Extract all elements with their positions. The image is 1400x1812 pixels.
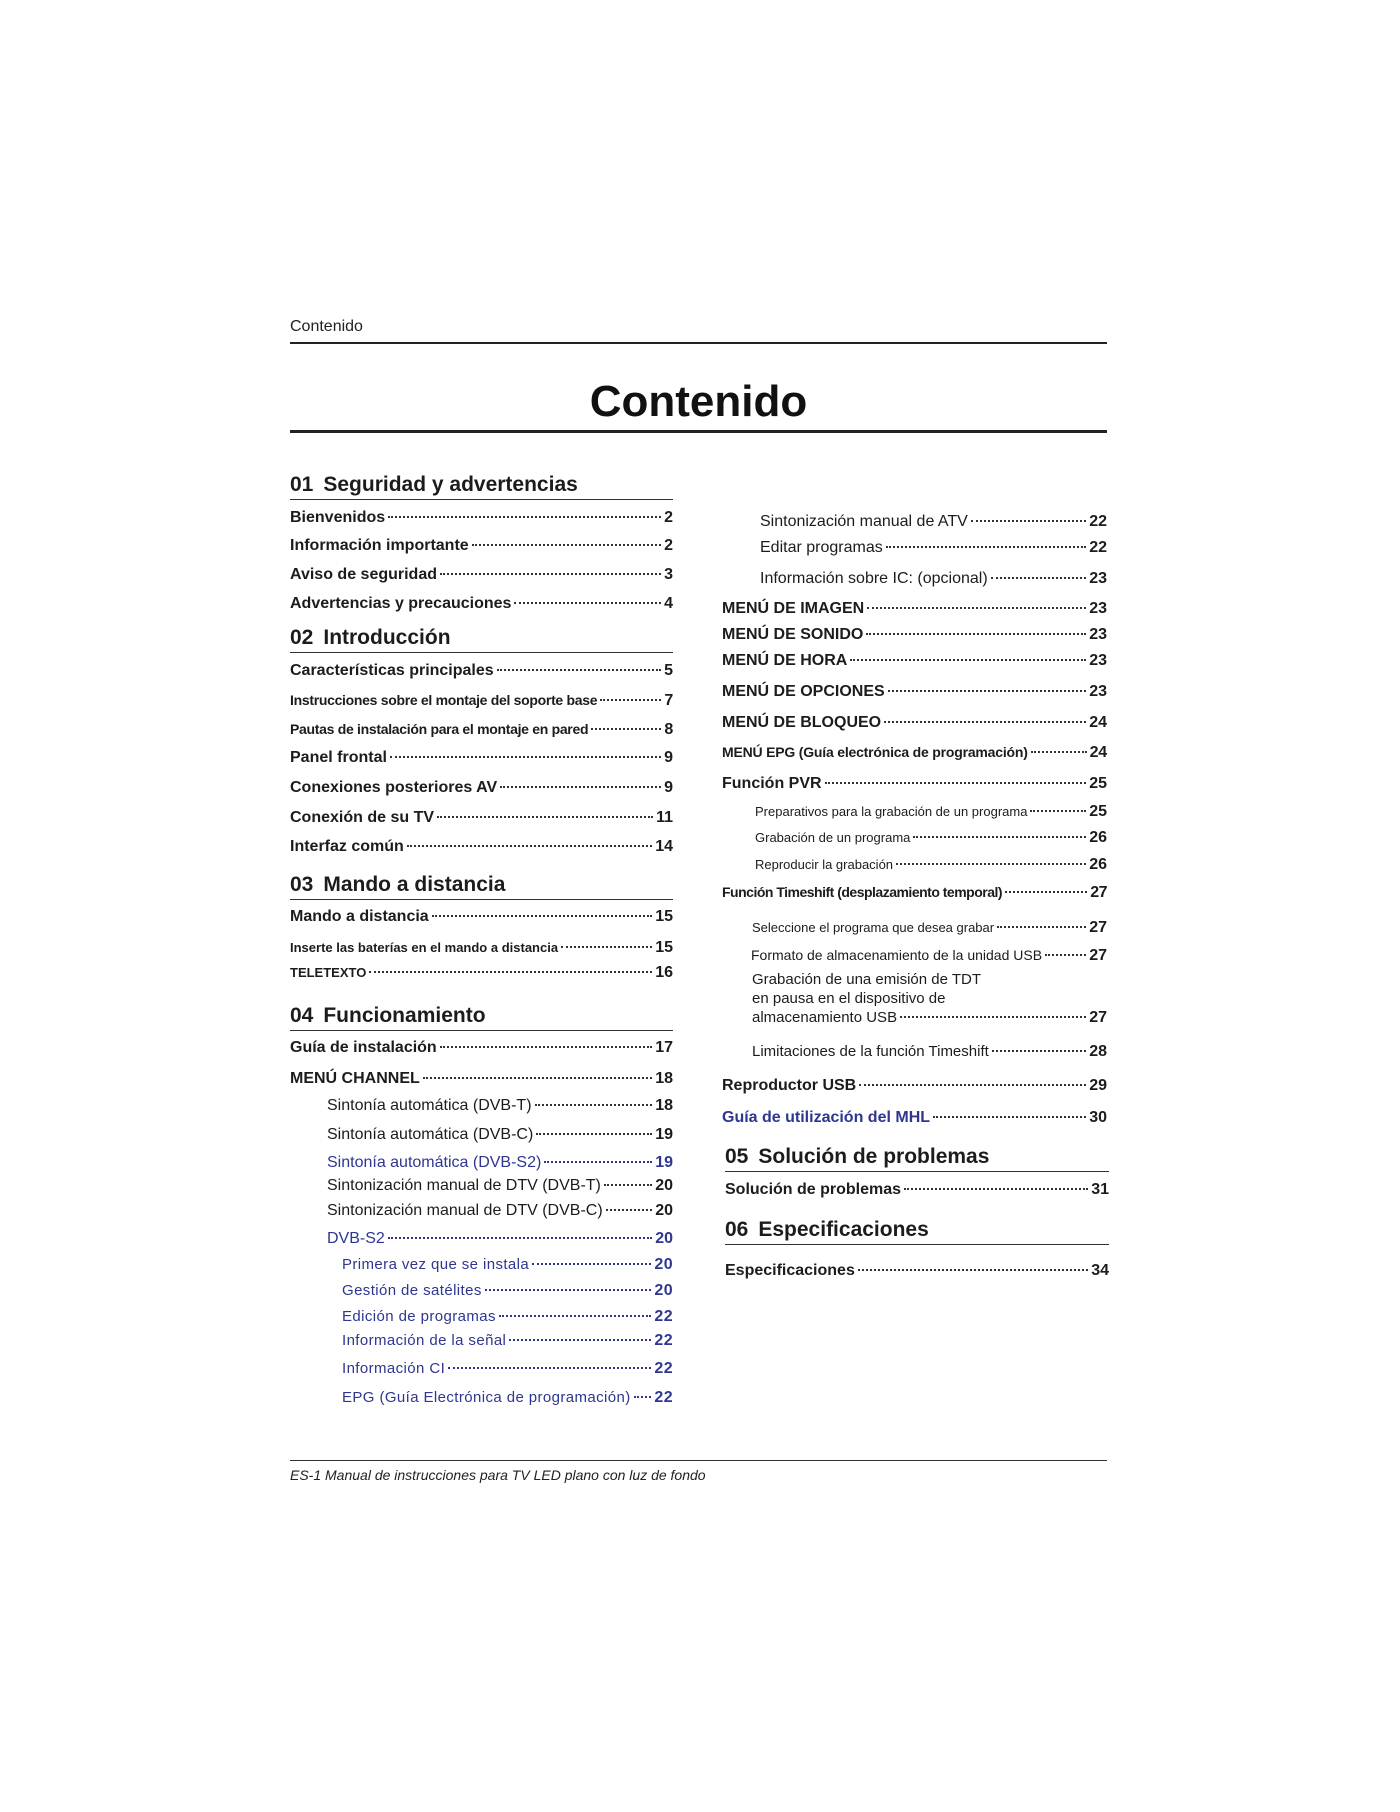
toc-entry-last-line: almacenamiento USB 27 [752, 1009, 1107, 1026]
toc-entry[interactable]: Edición de programas 22 [342, 1308, 673, 1325]
section-heading: 04 Funcionamiento [290, 1003, 673, 1031]
toc-entry[interactable]: Aviso de seguridad 3 [290, 566, 673, 583]
toc-entry-line: en pausa en el dispositivo de [752, 990, 946, 1007]
toc-entry[interactable]: Conexiones posteriores AV 9 [290, 779, 673, 796]
toc-entry[interactable]: Advertencias y precauciones 4 [290, 595, 673, 612]
page-title: Contenido [589, 377, 808, 426]
toc-entry[interactable]: Solución de problemas 31 [725, 1181, 1109, 1198]
toc-entry[interactable]: Sintonización manual de ATV 22 [760, 513, 1107, 530]
toc-entry[interactable]: Gestión de satélites 20 [342, 1282, 673, 1299]
toc-entry[interactable]: MENÚ DE BLOQUEO 24 [722, 714, 1107, 731]
toc-entry[interactable]: Mando a distancia 15 [290, 908, 673, 925]
toc-entry[interactable]: MENÚ DE SONIDO 23 [722, 626, 1107, 643]
toc-entry[interactable]: Función Timeshift (desplazamiento temporal) 27 [722, 884, 1107, 901]
toc-entry[interactable]: Especificaciones 34 [725, 1262, 1109, 1279]
toc-entry[interactable]: Panel frontal 9 [290, 749, 673, 766]
toc-entry[interactable]: Función PVR 25 [722, 775, 1107, 792]
toc-entry[interactable]: MENÚ CHANNEL 18 [290, 1070, 673, 1087]
section-heading: 03 Mando a distancia [290, 872, 673, 900]
toc-entry[interactable]: TELETEXTO 16 [290, 964, 673, 981]
toc-entry[interactable]: Primera vez que se instala 20 [342, 1256, 673, 1273]
toc-entry-multiline[interactable] [752, 970, 1107, 1028]
toc-entry[interactable]: Preparativos para la grabación de un programa 25 [755, 803, 1107, 820]
toc-entry[interactable]: Reproducir la grabación 26 [755, 856, 1107, 873]
toc-entry[interactable]: Sintonización manual de DTV (DVB-T) 20 [327, 1177, 673, 1194]
toc-entry[interactable]: Reproductor USB 29 [722, 1077, 1107, 1094]
section-heading: 02 Introducción [290, 625, 673, 653]
page-footer: ES-1 Manual de instrucciones para TV LED plano con luz de fondo [290, 1467, 706, 1483]
section-heading: 06 Especificaciones [725, 1217, 1109, 1245]
toc-entry[interactable]: Información CI 22 [342, 1360, 673, 1377]
toc-entry[interactable]: Formato de almacenamiento de la unidad USB 27 [751, 947, 1107, 964]
toc-entry[interactable]: MENÚ DE OPCIONES 23 [722, 683, 1107, 700]
toc-entry[interactable]: Sintonización manual de DTV (DVB-C) 20 [327, 1202, 673, 1219]
toc-entry[interactable]: Sintonía automática (DVB-C) 19 [327, 1126, 673, 1143]
toc-entry[interactable]: MENÚ EPG (Guía electrónica de programación) 24 [722, 744, 1107, 761]
title-rule [290, 430, 1107, 433]
running-header: Contenido [290, 318, 363, 335]
toc-entry[interactable]: EPG (Guía Electrónica de programación) 22 [342, 1389, 673, 1406]
toc-entry[interactable]: Información sobre IC: (opcional) 23 [760, 570, 1107, 587]
toc-entry[interactable]: Pautas de instalación para el montaje en pared 8 [290, 721, 673, 738]
toc-entry[interactable]: Características principales 5 [290, 662, 673, 679]
toc-entry[interactable]: Inserte las baterías en el mando a distancia 15 [290, 939, 673, 956]
toc-entry[interactable]: MENÚ DE HORA 23 [722, 652, 1107, 669]
toc-entry[interactable]: Editar programas 22 [760, 539, 1107, 556]
toc-entry[interactable]: Sintonía automática (DVB-S2) 19 [327, 1154, 673, 1171]
toc-entry[interactable]: Guía de instalación 17 [290, 1039, 673, 1056]
toc-entry[interactable]: Sintonía automática (DVB-T) 18 [327, 1097, 673, 1114]
toc-entry[interactable]: Grabación de un programa 26 [755, 829, 1107, 846]
toc-entry[interactable]: Interfaz común 14 [290, 838, 673, 855]
toc-entry[interactable]: DVB-S2 20 [327, 1230, 673, 1247]
toc-entry[interactable]: Guía de utilización del MHL 30 [722, 1109, 1107, 1126]
toc-entry[interactable]: Conexión de su TV 11 [290, 809, 673, 826]
footer-rule [290, 1460, 1107, 1461]
toc-entry-line: Grabación de una emisión de TDT [752, 971, 982, 988]
toc-entry[interactable]: Bienvenidos 2 [290, 509, 673, 526]
section-heading: 01 Seguridad y advertencias [290, 472, 673, 500]
header-rule [290, 342, 1107, 344]
toc-entry[interactable]: Instrucciones sobre el montaje del soporte base 7 [290, 692, 673, 709]
toc-entry[interactable]: Información importante 2 [290, 537, 673, 554]
section-heading: 05 Solución de problemas [725, 1144, 1109, 1172]
toc-entry[interactable]: MENÚ DE IMAGEN 23 [722, 600, 1107, 617]
toc-entry[interactable]: Información de la señal 22 [342, 1332, 673, 1349]
toc-entry[interactable]: Seleccione el programa que desea grabar 27 [752, 919, 1107, 936]
toc-entry[interactable]: Limitaciones de la función Timeshift 28 [752, 1043, 1107, 1060]
